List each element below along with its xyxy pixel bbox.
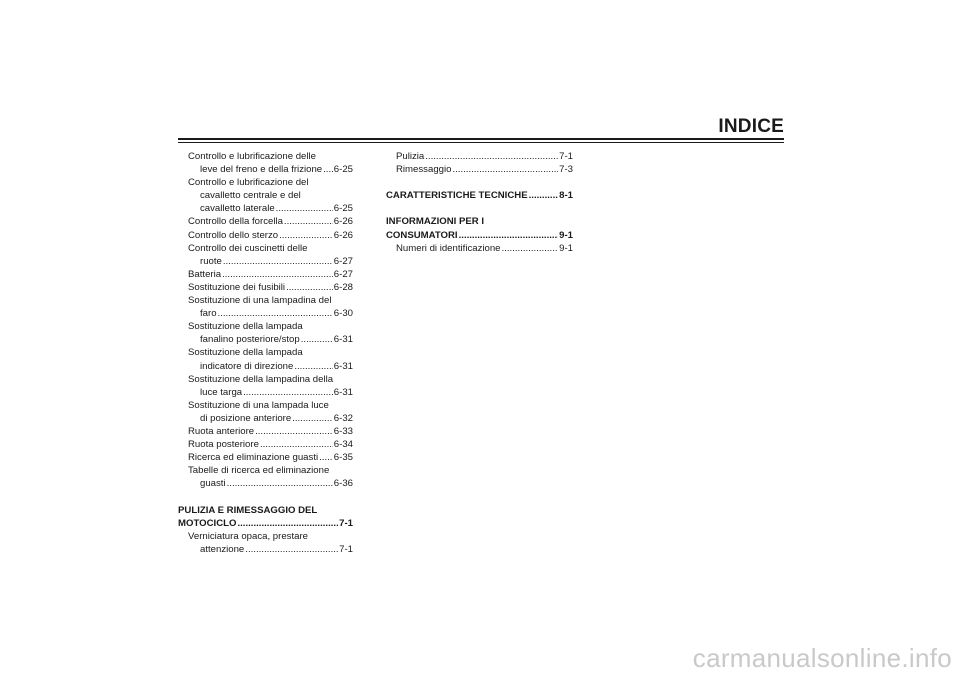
toc-entry[interactable] — [178, 412, 353, 425]
watermark-text: carmanualsonline.info — [692, 643, 952, 673]
toc-dot-leader — [529, 189, 559, 202]
toc-dot-leader — [292, 412, 333, 425]
toc-dot-leader — [459, 229, 559, 242]
toc-entry-title: Controllo e lubrificazione delle — [188, 151, 316, 162]
toc-entry-continued — [178, 176, 353, 189]
toc-entry-continued — [178, 530, 353, 543]
toc-entry-title: Numeri di identificazione — [396, 242, 501, 254]
toc-page-number: 6-26 — [333, 216, 353, 228]
toc-dot-leader — [223, 255, 333, 268]
toc-entry-title: Ruota posteriore — [188, 439, 259, 451]
toc-dot-leader — [255, 425, 333, 438]
toc-page-number: 6-31 — [333, 334, 353, 346]
toc-entry-title: Controllo della forcella — [188, 216, 283, 228]
toc-dot-leader — [243, 386, 333, 399]
toc-dot-leader — [284, 215, 333, 228]
toc-entry[interactable] — [386, 163, 573, 176]
toc-entry[interactable] — [178, 229, 353, 242]
header-rule-thin — [178, 142, 784, 143]
toc-entry-title: Ruota anteriore — [188, 425, 255, 437]
toc-entry[interactable] — [386, 150, 573, 163]
toc-entry-title: Sostituzione di una lampadina del — [188, 295, 332, 307]
toc-entry[interactable] — [178, 543, 353, 556]
toc-page-number: 6-31 — [333, 386, 353, 398]
toc-entry[interactable] — [178, 202, 353, 215]
toc-entry[interactable] — [386, 242, 573, 255]
toc-entry[interactable] — [178, 163, 353, 176]
toc-dot-leader — [301, 333, 333, 346]
toc-entry-title: guasti — [200, 478, 226, 490]
toc-entry-title: faro — [200, 308, 217, 320]
toc-dot-leader — [276, 202, 333, 215]
toc-page-number: 7-1 — [559, 151, 573, 162]
toc-page-number: 7-1 — [339, 517, 353, 529]
toc-entry-continued — [178, 320, 353, 333]
toc-page-number: 6-25 — [333, 164, 353, 176]
toc-entry[interactable] — [178, 333, 353, 346]
toc-entry-title: Controllo dello sterzo — [188, 229, 279, 241]
toc-page-number: 6-32 — [333, 412, 353, 424]
toc-entry-continued — [178, 189, 353, 202]
toc-dot-leader — [294, 360, 332, 373]
toc-entry[interactable] — [178, 268, 353, 281]
toc-entry[interactable] — [178, 477, 353, 490]
toc-entry-title: di posizione anteriore — [200, 412, 292, 424]
toc-entry-title: Batteria — [188, 268, 222, 280]
toc-entry[interactable] — [178, 386, 353, 399]
toc-entry-continued — [178, 346, 353, 359]
page-title: INDICE — [718, 116, 784, 137]
toc-entry-title: Sostituzione della lampadina della — [188, 373, 334, 385]
toc-dot-leader — [222, 268, 333, 281]
toc-spacer — [386, 202, 573, 215]
toc-entry-title: MOTOCICLO — [178, 517, 237, 529]
toc-entry-title: Sostituzione di una lampada luce — [188, 399, 329, 411]
toc-page-number: 6-33 — [333, 425, 353, 437]
toc-page-number: 6-28 — [333, 281, 353, 293]
toc-left-column — [178, 150, 353, 556]
toc-dot-leader — [227, 477, 333, 490]
toc-page-number: 6-36 — [333, 478, 353, 490]
toc-entry[interactable] — [178, 517, 353, 530]
toc-entry[interactable] — [178, 255, 353, 268]
toc-entry-continued — [178, 399, 353, 412]
toc-entry[interactable] — [386, 189, 573, 202]
toc-entry-title: Pulizia — [396, 151, 425, 162]
toc-dot-leader — [425, 150, 558, 163]
toc-page-number: 7-1 — [339, 543, 353, 555]
toc-entry-title: indicatore di direzione — [200, 360, 294, 372]
toc-entry-continued — [178, 294, 353, 307]
toc-dot-leader — [323, 163, 333, 176]
toc-dot-leader — [218, 307, 333, 320]
toc-page-number: 9-1 — [559, 242, 573, 254]
toc-dot-leader — [245, 543, 338, 556]
toc-entry-continued — [178, 242, 353, 255]
toc-entry-continued — [386, 215, 573, 228]
toc-entry-title: PULIZIA E RIMESSAGGIO DEL — [178, 504, 318, 516]
toc-dot-leader — [279, 229, 333, 242]
toc-entry-title: leve del freno e della frizione — [200, 164, 323, 176]
toc-page-number: 6-35 — [333, 452, 353, 464]
toc-entry[interactable] — [178, 425, 353, 438]
toc-entry[interactable] — [386, 229, 573, 242]
toc-entry[interactable] — [178, 451, 353, 464]
toc-entry-title: CONSUMATORI — [386, 229, 458, 241]
toc-page-number: 6-30 — [333, 308, 353, 320]
toc-entry-continued — [178, 464, 353, 477]
toc-page-number: 6-26 — [333, 229, 353, 241]
toc-page-number: 6-34 — [333, 439, 353, 451]
toc-page-number: 6-31 — [333, 360, 353, 372]
toc-page-number: 9-1 — [559, 229, 573, 241]
toc-page-number: 6-25 — [333, 203, 353, 215]
toc-dot-leader — [260, 438, 333, 451]
toc-entry-title: INFORMAZIONI PER I — [386, 216, 485, 228]
toc-entry-title: Ricerca ed eliminazione guasti — [188, 452, 319, 464]
toc-entry-title: cavalletto laterale — [200, 203, 275, 215]
toc-entry-title: Verniciatura opaca, prestare — [188, 530, 308, 542]
toc-entry-title: CARATTERISTICHE TECNICHE — [386, 190, 528, 202]
toc-dot-leader — [286, 281, 333, 294]
toc-entry-title: Tabelle di ricerca ed eliminazione — [188, 465, 330, 477]
toc-entry-title: fanalino posteriore/stop — [200, 334, 300, 346]
toc-entry[interactable] — [178, 438, 353, 451]
toc-page-number: 6-27 — [333, 268, 353, 280]
toc-dot-leader — [237, 517, 338, 530]
toc-entry-title: attenzione — [200, 543, 245, 555]
toc-page-number: 8-1 — [559, 190, 573, 202]
toc-entry[interactable] — [178, 215, 353, 228]
toc-page-number: 7-3 — [559, 164, 573, 176]
toc-entry-continued — [178, 150, 353, 163]
toc-entry-title: Sostituzione della lampada — [188, 321, 303, 333]
toc-spacer — [386, 176, 573, 189]
toc-entry[interactable] — [178, 307, 353, 320]
toc-spacer — [178, 490, 353, 503]
toc-right-column — [386, 150, 573, 255]
toc-entry-title: Sostituzione della lampada — [188, 347, 303, 359]
toc-entry-title: Controllo dei cuscinetti delle — [188, 242, 308, 254]
toc-entry-title: luce targa — [200, 386, 243, 398]
toc-entry-continued — [178, 504, 353, 517]
toc-dot-leader — [502, 242, 559, 255]
toc-dot-leader — [319, 451, 333, 464]
toc-entry-title: ruote — [200, 255, 222, 267]
toc-page-number: 6-27 — [333, 255, 353, 267]
toc-entry[interactable] — [178, 360, 353, 373]
toc-entry-continued — [178, 373, 353, 386]
header-rule-thick — [178, 138, 784, 140]
toc-entry-title: cavalletto centrale e del — [200, 190, 301, 202]
toc-entry[interactable] — [178, 281, 353, 294]
toc-entry-title: Sostituzione dei fusibili — [188, 281, 286, 293]
toc-entry-title: Controllo e lubrificazione del — [188, 177, 309, 189]
toc-dot-leader — [452, 163, 558, 176]
toc-entry-title: Rimessaggio — [396, 164, 452, 176]
